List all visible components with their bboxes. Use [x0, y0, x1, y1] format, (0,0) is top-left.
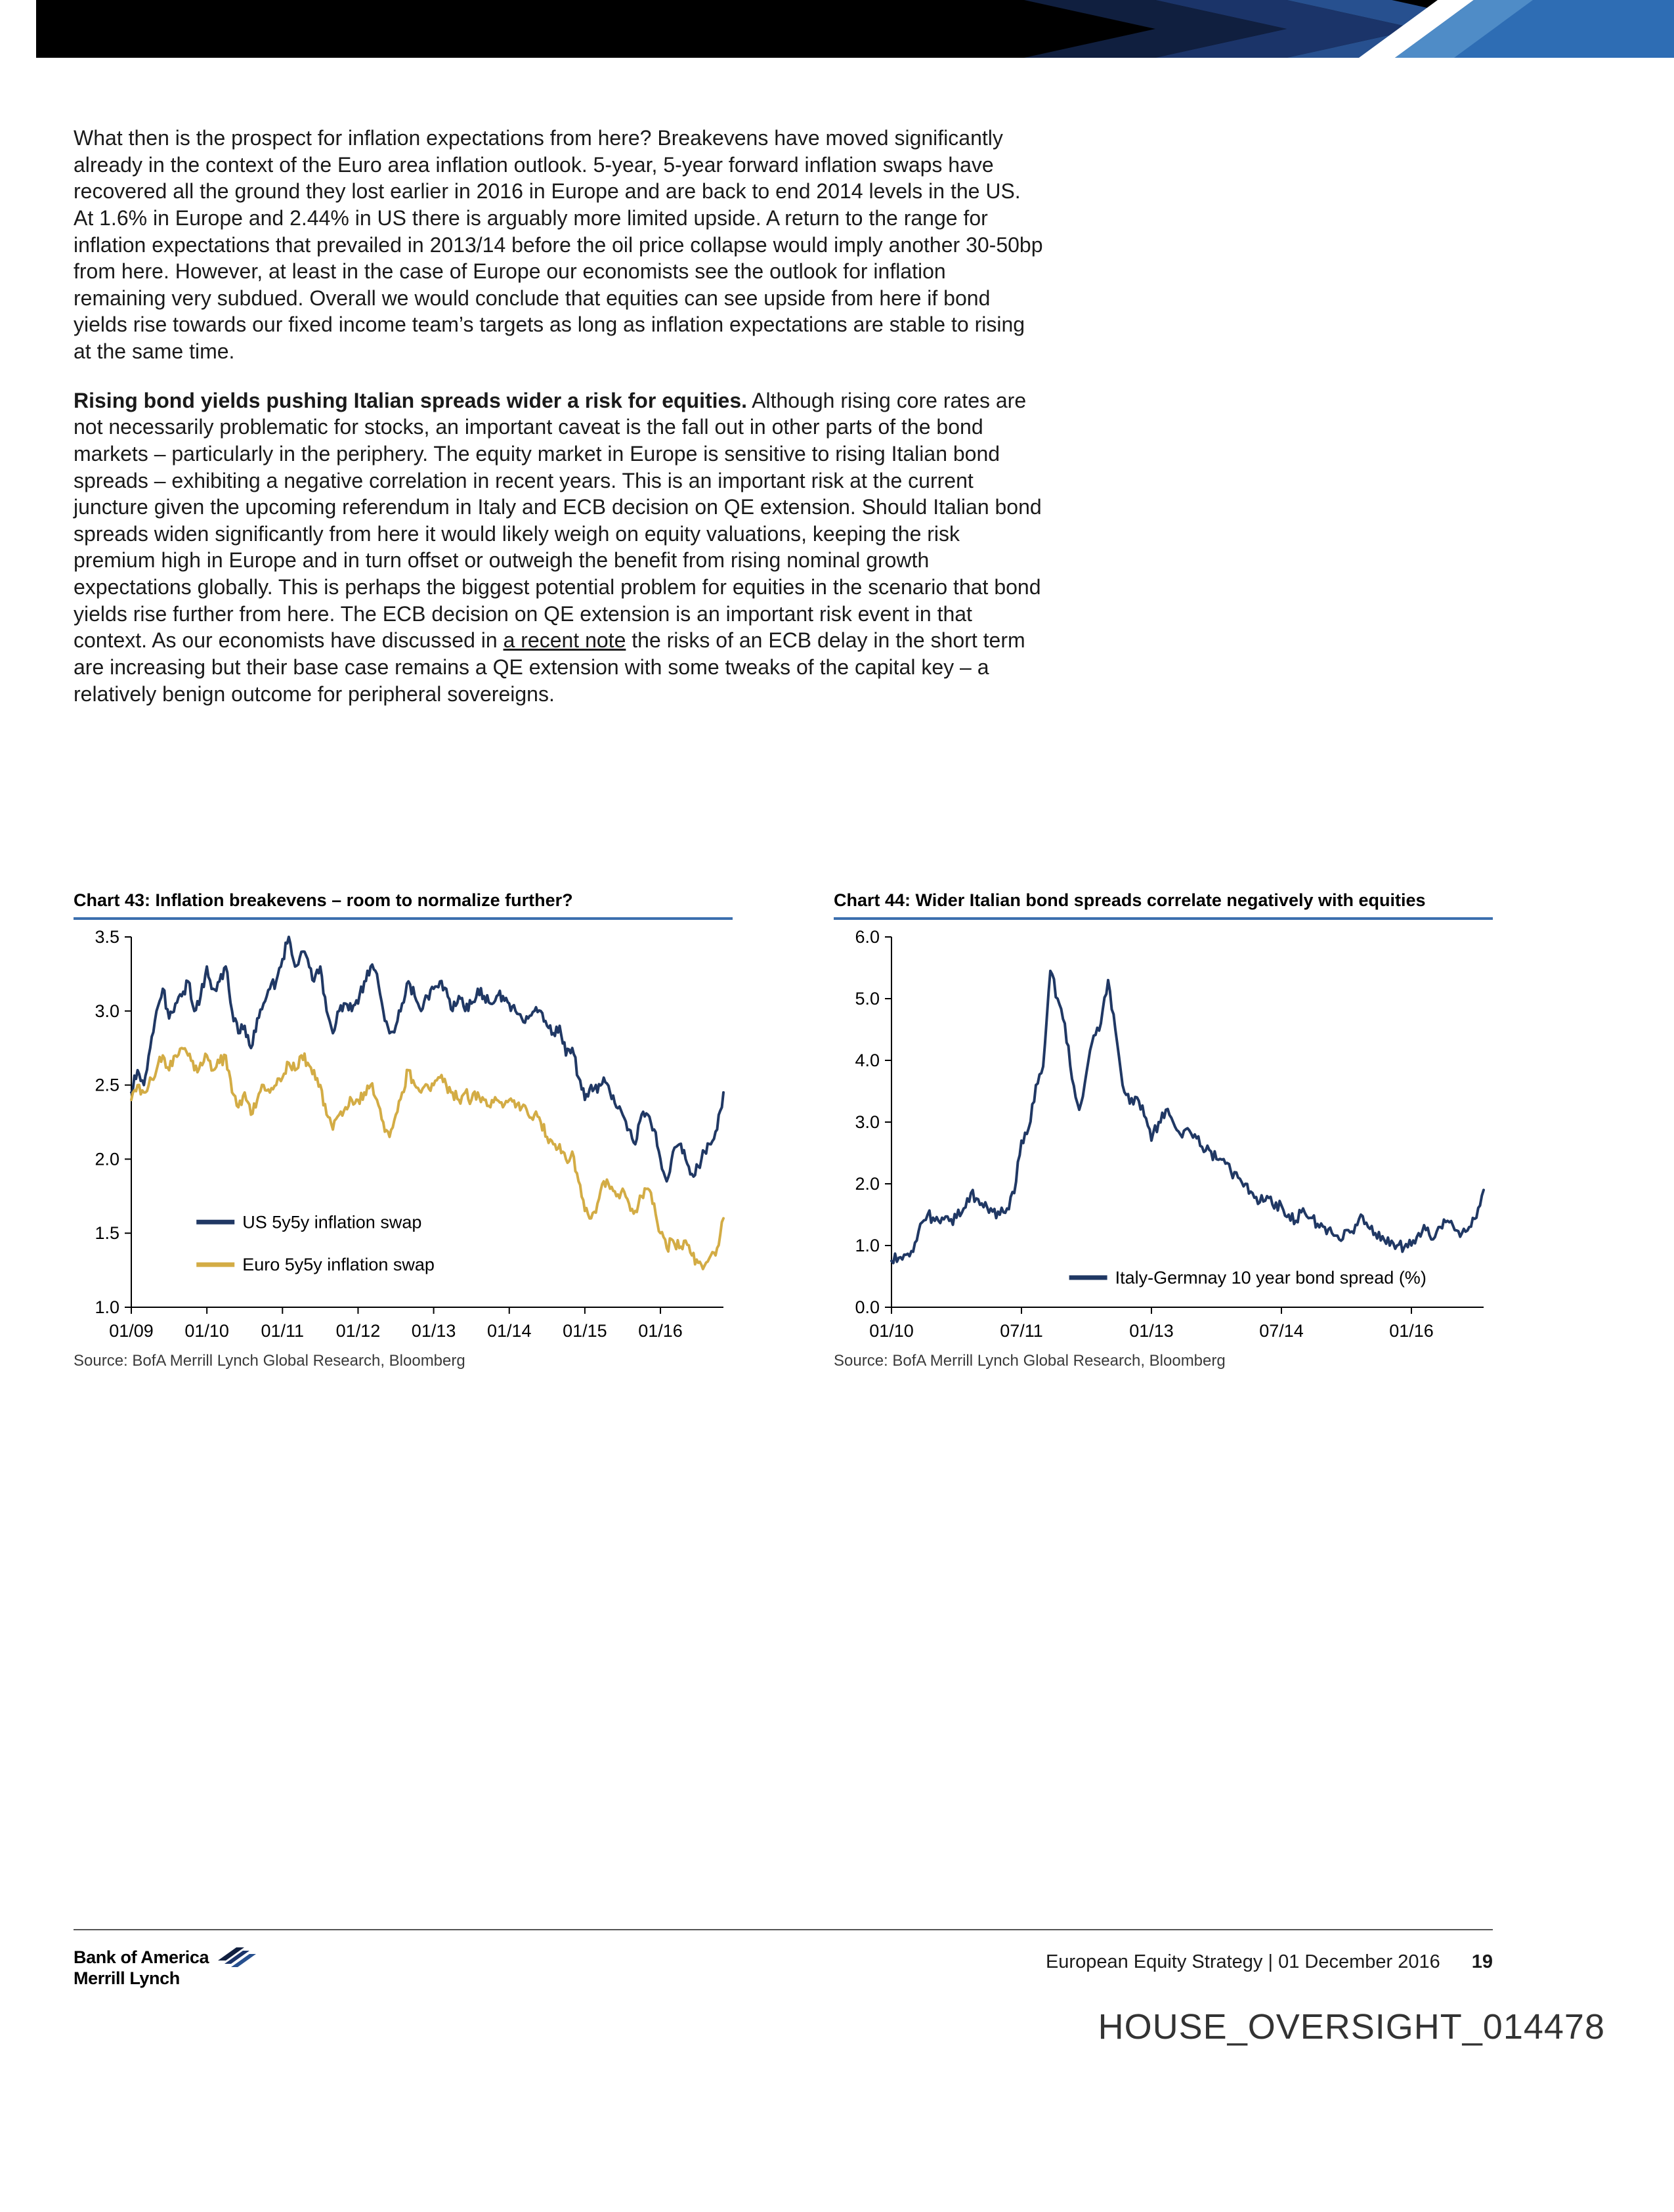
- footer-page-number: 19: [1471, 1951, 1493, 1972]
- paragraph-italian-spreads: [74, 387, 1044, 708]
- svg-text:01/16: 01/16: [1389, 1321, 1434, 1341]
- bofaml-logo: [74, 1946, 257, 1988]
- svg-text:6.0: 6.0: [855, 927, 880, 947]
- svg-text:01/13: 01/13: [1129, 1321, 1174, 1341]
- chart-43-plot: [74, 925, 733, 1345]
- brand-banner-graphic: [0, 0, 1674, 58]
- recent-note-link[interactable]: a recent note: [503, 628, 626, 653]
- logo-line2: Merrill Lynch: [74, 1968, 180, 1988]
- svg-text:2.5: 2.5: [95, 1075, 119, 1095]
- chart-43-title: Chart 43: Inflation breakevens – room to normalize further?: [74, 890, 733, 920]
- svg-text:01/11: 01/11: [261, 1321, 305, 1341]
- svg-text:01/13: 01/13: [411, 1321, 456, 1341]
- svg-text:3.0: 3.0: [855, 1112, 880, 1132]
- svg-text:1.5: 1.5: [95, 1223, 119, 1244]
- chart-44-title: Chart 44: Wider Italian bond spreads correlate negatively with equities: [834, 890, 1493, 920]
- paragraph-text: the risks of an ECB delay in the short term are increasing but their base case remains a QE extension with some tweaks of the capital key – a relatively benign outcome for peripheral sovereigns.: [74, 628, 1025, 706]
- svg-text:01/16: 01/16: [638, 1321, 683, 1341]
- svg-text:Euro 5y5y inflation swap: Euro 5y5y inflation swap: [242, 1255, 435, 1275]
- svg-text:07/11: 07/11: [1000, 1321, 1043, 1341]
- svg-text:07/14: 07/14: [1259, 1321, 1304, 1341]
- footer-right: [1046, 1951, 1493, 1973]
- svg-text:1.0: 1.0: [855, 1236, 880, 1255]
- svg-text:2.0: 2.0: [855, 1174, 880, 1194]
- svg-text:3.0: 3.0: [95, 1001, 119, 1021]
- bates-stamp: HOUSE_OVERSIGHT_014478: [1098, 2007, 1605, 2047]
- footer-report-title: European Equity Strategy | 01 December 2016: [1045, 1951, 1440, 1972]
- chart-43: [74, 890, 733, 1370]
- svg-text:Italy-Germnay 10 year bond spr: Italy-Germnay 10 year bond spread (%): [1115, 1267, 1427, 1288]
- body-text-column: [74, 125, 1044, 729]
- paragraph-text: What then is the prospect for inflation expectations from here? Breakevens have moved significantly already in the context of the Euro area inflation outlook. 5-year, 5-year forward inflation swaps have recovered all the ground they lost earlier in 2016 in Europe and are back to end 2014 levels in the US. At 1.6% in Europe and 2.44% in US there is arguably more limited upside. A return to the range for inflation expectations that prevailed in 2013/14 before the oil price collapse would imply another 30-50bp from here. However, at least in the case of Europe our economists see the outlook for inflation remaining very subdued. Overall we would conclude that equities can see upside from here if bond yields rise towards our fixed income team’s targets as long as inflation expectations are stable to rising at the same time.: [74, 126, 1043, 363]
- chart-43-source: Source: BofA Merrill Lynch Global Research, Bloomberg: [74, 1352, 465, 1370]
- svg-text:5.0: 5.0: [855, 989, 880, 1008]
- svg-text:1.0: 1.0: [95, 1297, 119, 1317]
- svg-text:01/10: 01/10: [869, 1321, 914, 1341]
- chart-44: [834, 890, 1493, 1370]
- chart-44-source: Source: BofA Merrill Lynch Global Research, Bloomberg: [834, 1352, 1226, 1370]
- svg-text:0.0: 0.0: [855, 1297, 880, 1317]
- paragraph-text: Although rising core rates are not necessarily problematic for stocks, an important caveat is the fall out in other parts of the bond markets – particularly in the periphery. The equity market in Europe is sensitive to rising Italian bond spreads – exhibiting a negative correlation in recent years. This is an important risk at the current juncture given the upcoming referendum in Italy and ECB decision on QE extension. Should Italian bond spreads widen significantly from here it would likely weigh on equity valuations, keeping the risk premium high in Europe and in turn offset or outweigh the benefit from rising nominal growth expectations globally. This is perhaps the biggest potential problem for equities in the scenario that bond yields rise further from here. The ECB decision on QE extension is an important risk event in that context. As our economists have discussed in: [74, 388, 1042, 653]
- svg-text:01/14: 01/14: [486, 1321, 532, 1341]
- bofa-flag-icon: [214, 1946, 257, 1968]
- svg-text:4.0: 4.0: [855, 1051, 880, 1070]
- charts-row: [74, 890, 1493, 1370]
- svg-text:01/09: 01/09: [109, 1321, 154, 1341]
- svg-text:3.5: 3.5: [95, 927, 119, 947]
- svg-text:2.0: 2.0: [95, 1149, 119, 1169]
- svg-text:01/10: 01/10: [184, 1321, 229, 1341]
- logo-line1: Bank of America: [74, 1947, 209, 1967]
- svg-text:US 5y5y inflation swap: US 5y5y inflation swap: [242, 1212, 422, 1232]
- paragraph-lead-bold: Rising bond yields pushing Italian spreads wider a risk for equities.: [74, 388, 747, 412]
- svg-text:01/12: 01/12: [335, 1321, 381, 1341]
- paragraph-inflation-expectations: [74, 125, 1044, 365]
- page-footer: [74, 1929, 1493, 1988]
- svg-text:01/15: 01/15: [563, 1321, 607, 1341]
- chart-44-plot: [834, 925, 1493, 1345]
